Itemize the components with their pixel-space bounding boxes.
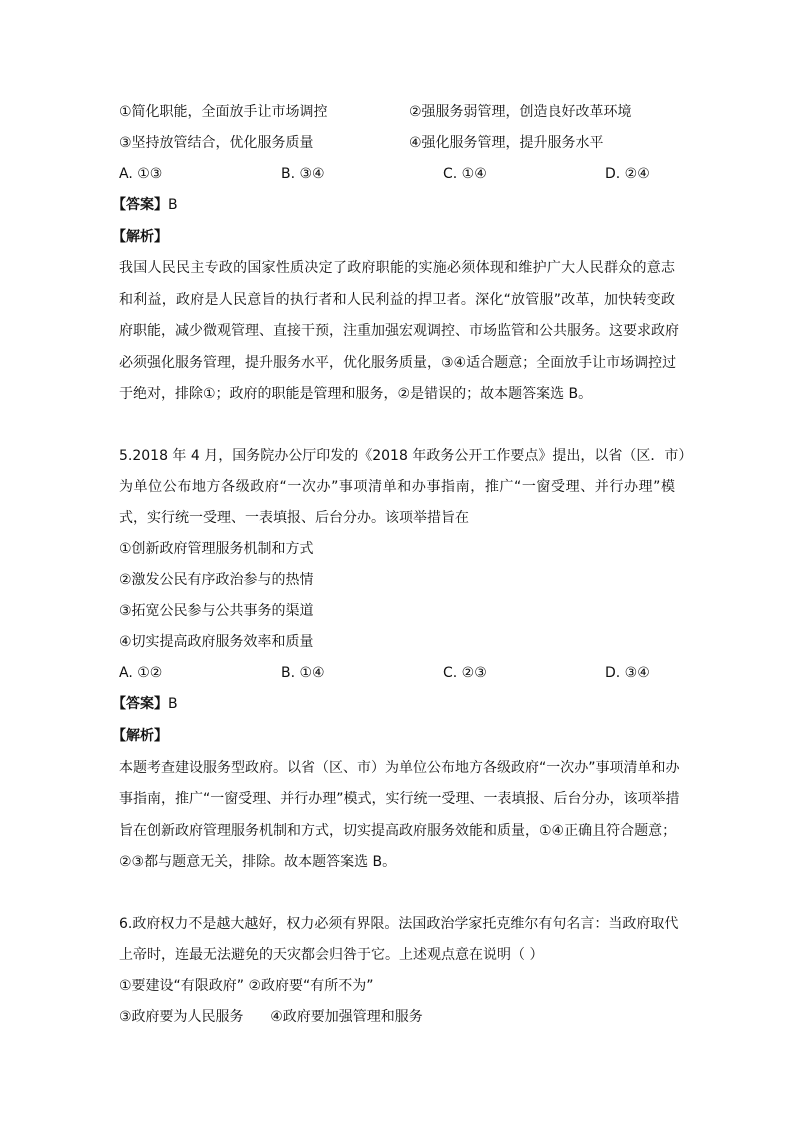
q4-analysis-line-1: 我国人民民主专政的国家性质决定了政府职能的实施必须体现和维护广大人民群众的意志: [119, 260, 675, 276]
q6-choice-row-2: ③政府要为人民服务 ④政府要加强管理和服务: [119, 1009, 423, 1025]
q4-choice-1: ①简化职能，全面放手让市场调控: [119, 104, 328, 120]
q4-answer: [112, 195, 178, 215]
q4-choice-4: ④强化服务管理，提升服务水平: [409, 135, 604, 151]
q4-option-d: D. ②④: [605, 166, 650, 182]
q5-answer: [112, 694, 178, 714]
q5-options: [119, 663, 767, 683]
q4-analysis-line-4: 必须强化服务管理，提升服务水平，优化服务质量，③④适合题意；全面放手让市场调控过: [119, 355, 677, 371]
q4-option-c: C. ①④: [443, 166, 487, 182]
q5-analysis-line-4: ②③都与题意无关，排除。故本题答案选 B。: [119, 854, 397, 870]
q5-analysis-line-3: 旨在创新政府管理服务机制和方式，切实提高政府服务效能和质量，①④正确且符合题意；: [119, 823, 677, 839]
q4-analysis-line-3: 府职能，减少微观管理、直接干预，注重加强宏观调控、市场监管和公共服务。这要求政府: [119, 323, 679, 339]
q4-analysis-line-5: 于绝对，排除①；政府的职能是管理和服务，②是错误的；故本题答案选 B。: [119, 386, 593, 402]
q5-choice-3: ③拓宽公民参与公共事务的渠道: [119, 603, 314, 619]
q5-option-d: D. ③④: [605, 665, 650, 681]
q4-answer-value: B: [168, 197, 178, 213]
q6-stem-line-2: 上帝时，连最无法避免的天灾都会归咎于它。上述观点意在说明（ ）: [119, 947, 544, 963]
q4-options: [119, 164, 767, 184]
q4-option-b: B. ③④: [281, 166, 325, 182]
q5-stem-line-2: 为单位公布地方各级政府“一次办”事项清单和办事指南，推广“一窗受理、并行办理”模: [119, 479, 675, 495]
q4-option-a: A. ①③: [119, 166, 163, 182]
q4-answer-label: 【答案】: [112, 197, 168, 213]
q5-option-c: C. ②③: [443, 665, 487, 681]
q5-answer-value: B: [168, 696, 178, 712]
q4-choice-2: ②强服务弱管理，创造良好改革环境: [409, 104, 632, 120]
q5-option-a: A. ①②: [119, 665, 163, 681]
q4-analysis-label: 【解析】: [112, 229, 168, 245]
q5-stem-line-3: 式，实行统一受理、一表填报、后台分办。该项举措旨在: [119, 510, 469, 526]
q5-analysis-label: 【解析】: [112, 728, 168, 744]
q4-choice-row-2: [119, 133, 604, 153]
q5-answer-label: 【答案】: [112, 696, 168, 712]
q5-choice-4: ④切实提高政府服务效率和质量: [119, 634, 314, 650]
q6-stem-line-1: 6.政府权力不是越大越好，权力必须有界限。法国政治学家托克维尔有句名言：当政府取代: [119, 916, 679, 932]
q5-option-b: B. ①④: [281, 665, 325, 681]
q5-choice-2: ②激发公民有序政治参与的热情: [119, 572, 314, 588]
q5-choice-1: ①创新政府管理服务机制和方式: [119, 541, 314, 557]
q5-analysis-line-2: 事指南，推广“一窗受理、并行办理”模式，实行统一受理、一表填报、后台分办，该项举措: [119, 791, 680, 807]
q4-choice-3: ③坚持放管结合，优化服务质量: [119, 135, 314, 151]
q4-choice-row-1: [119, 102, 632, 122]
q5-analysis-line-1: 本题考查建设服务型政府。以省（区、市）为单位公布地方各级政府“一次办”事项清单和办: [119, 760, 680, 776]
q4-analysis-line-2: 和利益，政府是人民意旨的执行者和人民利益的捍卫者。深化“放管服”改革，加快转变政: [119, 292, 675, 308]
q5-stem-line-1: 5.2018 年 4 月，国务院办公厅印发的《2018 年政务公开工作要点》提出，以省（区．市）: [119, 448, 693, 464]
q6-choice-row-1: ①要建设“有限政府” ②政府要“有所不为”: [119, 978, 374, 994]
